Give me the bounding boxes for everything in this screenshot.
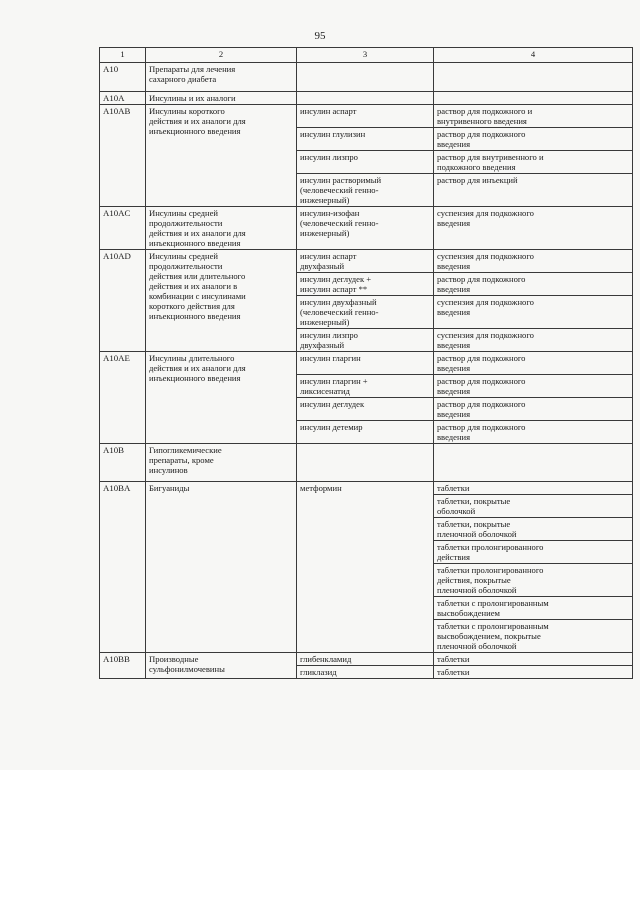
table-header-row	[100, 48, 633, 63]
drug-name: инсулин детемир	[297, 421, 434, 444]
dosage-form: суспензия для подкожного введения	[434, 329, 633, 352]
dosage-form: таблетки	[434, 482, 633, 495]
dosage-form: таблетки, покрытые оболочкой	[434, 495, 633, 518]
pharmacological-group: Гипогликемические препараты, кроме инсулинов	[146, 444, 297, 482]
pharmacological-group: Инсулины длительного действия и их аналоги для инъекционного введения	[146, 352, 297, 444]
dosage-form: таблетки, покрытые пленочной оболочкой	[434, 518, 633, 541]
dosage-form: таблетки пролонгированного действия, покрытые пленочной оболочкой	[434, 564, 633, 597]
atc-code: A10AC	[100, 207, 146, 250]
drug-name: инсулин деглудек + инсулин аспарт **	[297, 273, 434, 296]
dosage-form: раствор для подкожного введения	[434, 128, 633, 151]
atc-code: A10	[100, 63, 146, 92]
drug-name: инсулин гларгин	[297, 352, 434, 375]
drug-name: инсулин растворимый (человеческий генно- инженерный)	[297, 174, 434, 207]
dosage-form: раствор для подкожного и внутривенного введения	[434, 105, 633, 128]
table-row	[100, 653, 633, 666]
drug-name: инсулин аспарт двухфазный	[297, 250, 434, 273]
dosage-form: раствор для подкожного введения	[434, 352, 633, 375]
atc-code: A10BA	[100, 482, 146, 653]
dosage-form: раствор для подкожного введения	[434, 273, 633, 296]
pharmacological-group: Производные сульфонилмочевины	[146, 653, 297, 679]
drug-name: метформин	[297, 482, 434, 653]
table-row	[100, 207, 633, 250]
drug-name: инсулин глулизин	[297, 128, 434, 151]
atc-code: A10AE	[100, 352, 146, 444]
table-row	[100, 92, 633, 105]
drug-name	[297, 63, 434, 92]
dosage-form: таблетки с пролонгированным высвобождением, покрытые пленочной оболочкой	[434, 620, 633, 653]
dosage-form: таблетки пролонгированного действия	[434, 541, 633, 564]
table-row	[100, 63, 633, 92]
column-header-2: 2	[146, 48, 297, 63]
table-row	[100, 105, 633, 128]
drug-name: инсулин лизпро	[297, 151, 434, 174]
pharmacological-group: Инсулины средней продолжительности действия и их аналоги для инъекционного введения	[146, 207, 297, 250]
dosage-form: таблетки с пролонгированным высвобождением	[434, 597, 633, 620]
table-row	[100, 250, 633, 273]
pharmacological-group: Инсулины и их аналоги	[146, 92, 297, 105]
column-header-4: 4	[434, 48, 633, 63]
table-row	[100, 482, 633, 495]
dosage-form: суспензия для подкожного введения	[434, 296, 633, 329]
drug-name: инсулин лизпро двухфазный	[297, 329, 434, 352]
atc-code: A10B	[100, 444, 146, 482]
dosage-form: суспензия для подкожного введения	[434, 207, 633, 250]
drug-name	[297, 92, 434, 105]
pharmacological-group: Препараты для лечения сахарного диабета	[146, 63, 297, 92]
dosage-form: раствор для инъекций	[434, 174, 633, 207]
dosage-form: раствор для подкожного введения	[434, 398, 633, 421]
page-number: 95	[314, 30, 326, 42]
dosage-form: таблетки	[434, 666, 633, 679]
column-header-1: 1	[100, 48, 146, 63]
atc-code: A10A	[100, 92, 146, 105]
drug-table	[99, 47, 633, 679]
drug-name: инсулин деглудек	[297, 398, 434, 421]
drug-name: инсулин гларгин + ликсисенатид	[297, 375, 434, 398]
dosage-form: таблетки	[434, 653, 633, 666]
drug-name	[297, 444, 434, 482]
atc-code: A10AD	[100, 250, 146, 352]
dosage-form: раствор для подкожного введения	[434, 421, 633, 444]
atc-code: A10BB	[100, 653, 146, 679]
table-row	[100, 444, 633, 482]
drug-name: инсулин-изофан (человеческий генно- инженерный)	[297, 207, 434, 250]
drug-name: глибенкламид	[297, 653, 434, 666]
pharmacological-group: Инсулины средней продолжительности действия или длительного действия и их аналоги в комбинации с инсулинами короткого действия для инъекционного введения	[146, 250, 297, 352]
column-header-3: 3	[297, 48, 434, 63]
atc-code: A10AB	[100, 105, 146, 207]
pharmacological-group: Бигуаниды	[146, 482, 297, 653]
dosage-form	[434, 92, 633, 105]
table-row	[100, 352, 633, 375]
pharmacological-group: Инсулины короткого действия и их аналоги для инъекционного введения	[146, 105, 297, 207]
drug-name: гликлазид	[297, 666, 434, 679]
dosage-form: раствор для внутривенного и подкожного введения	[434, 151, 633, 174]
dosage-form: суспензия для подкожного введения	[434, 250, 633, 273]
dosage-form	[434, 63, 633, 92]
drug-name: инсулин двухфазный (человеческий генно- инженерный)	[297, 296, 434, 329]
dosage-form: раствор для подкожного введения	[434, 375, 633, 398]
drug-name: инсулин аспарт	[297, 105, 434, 128]
dosage-form	[434, 444, 633, 482]
